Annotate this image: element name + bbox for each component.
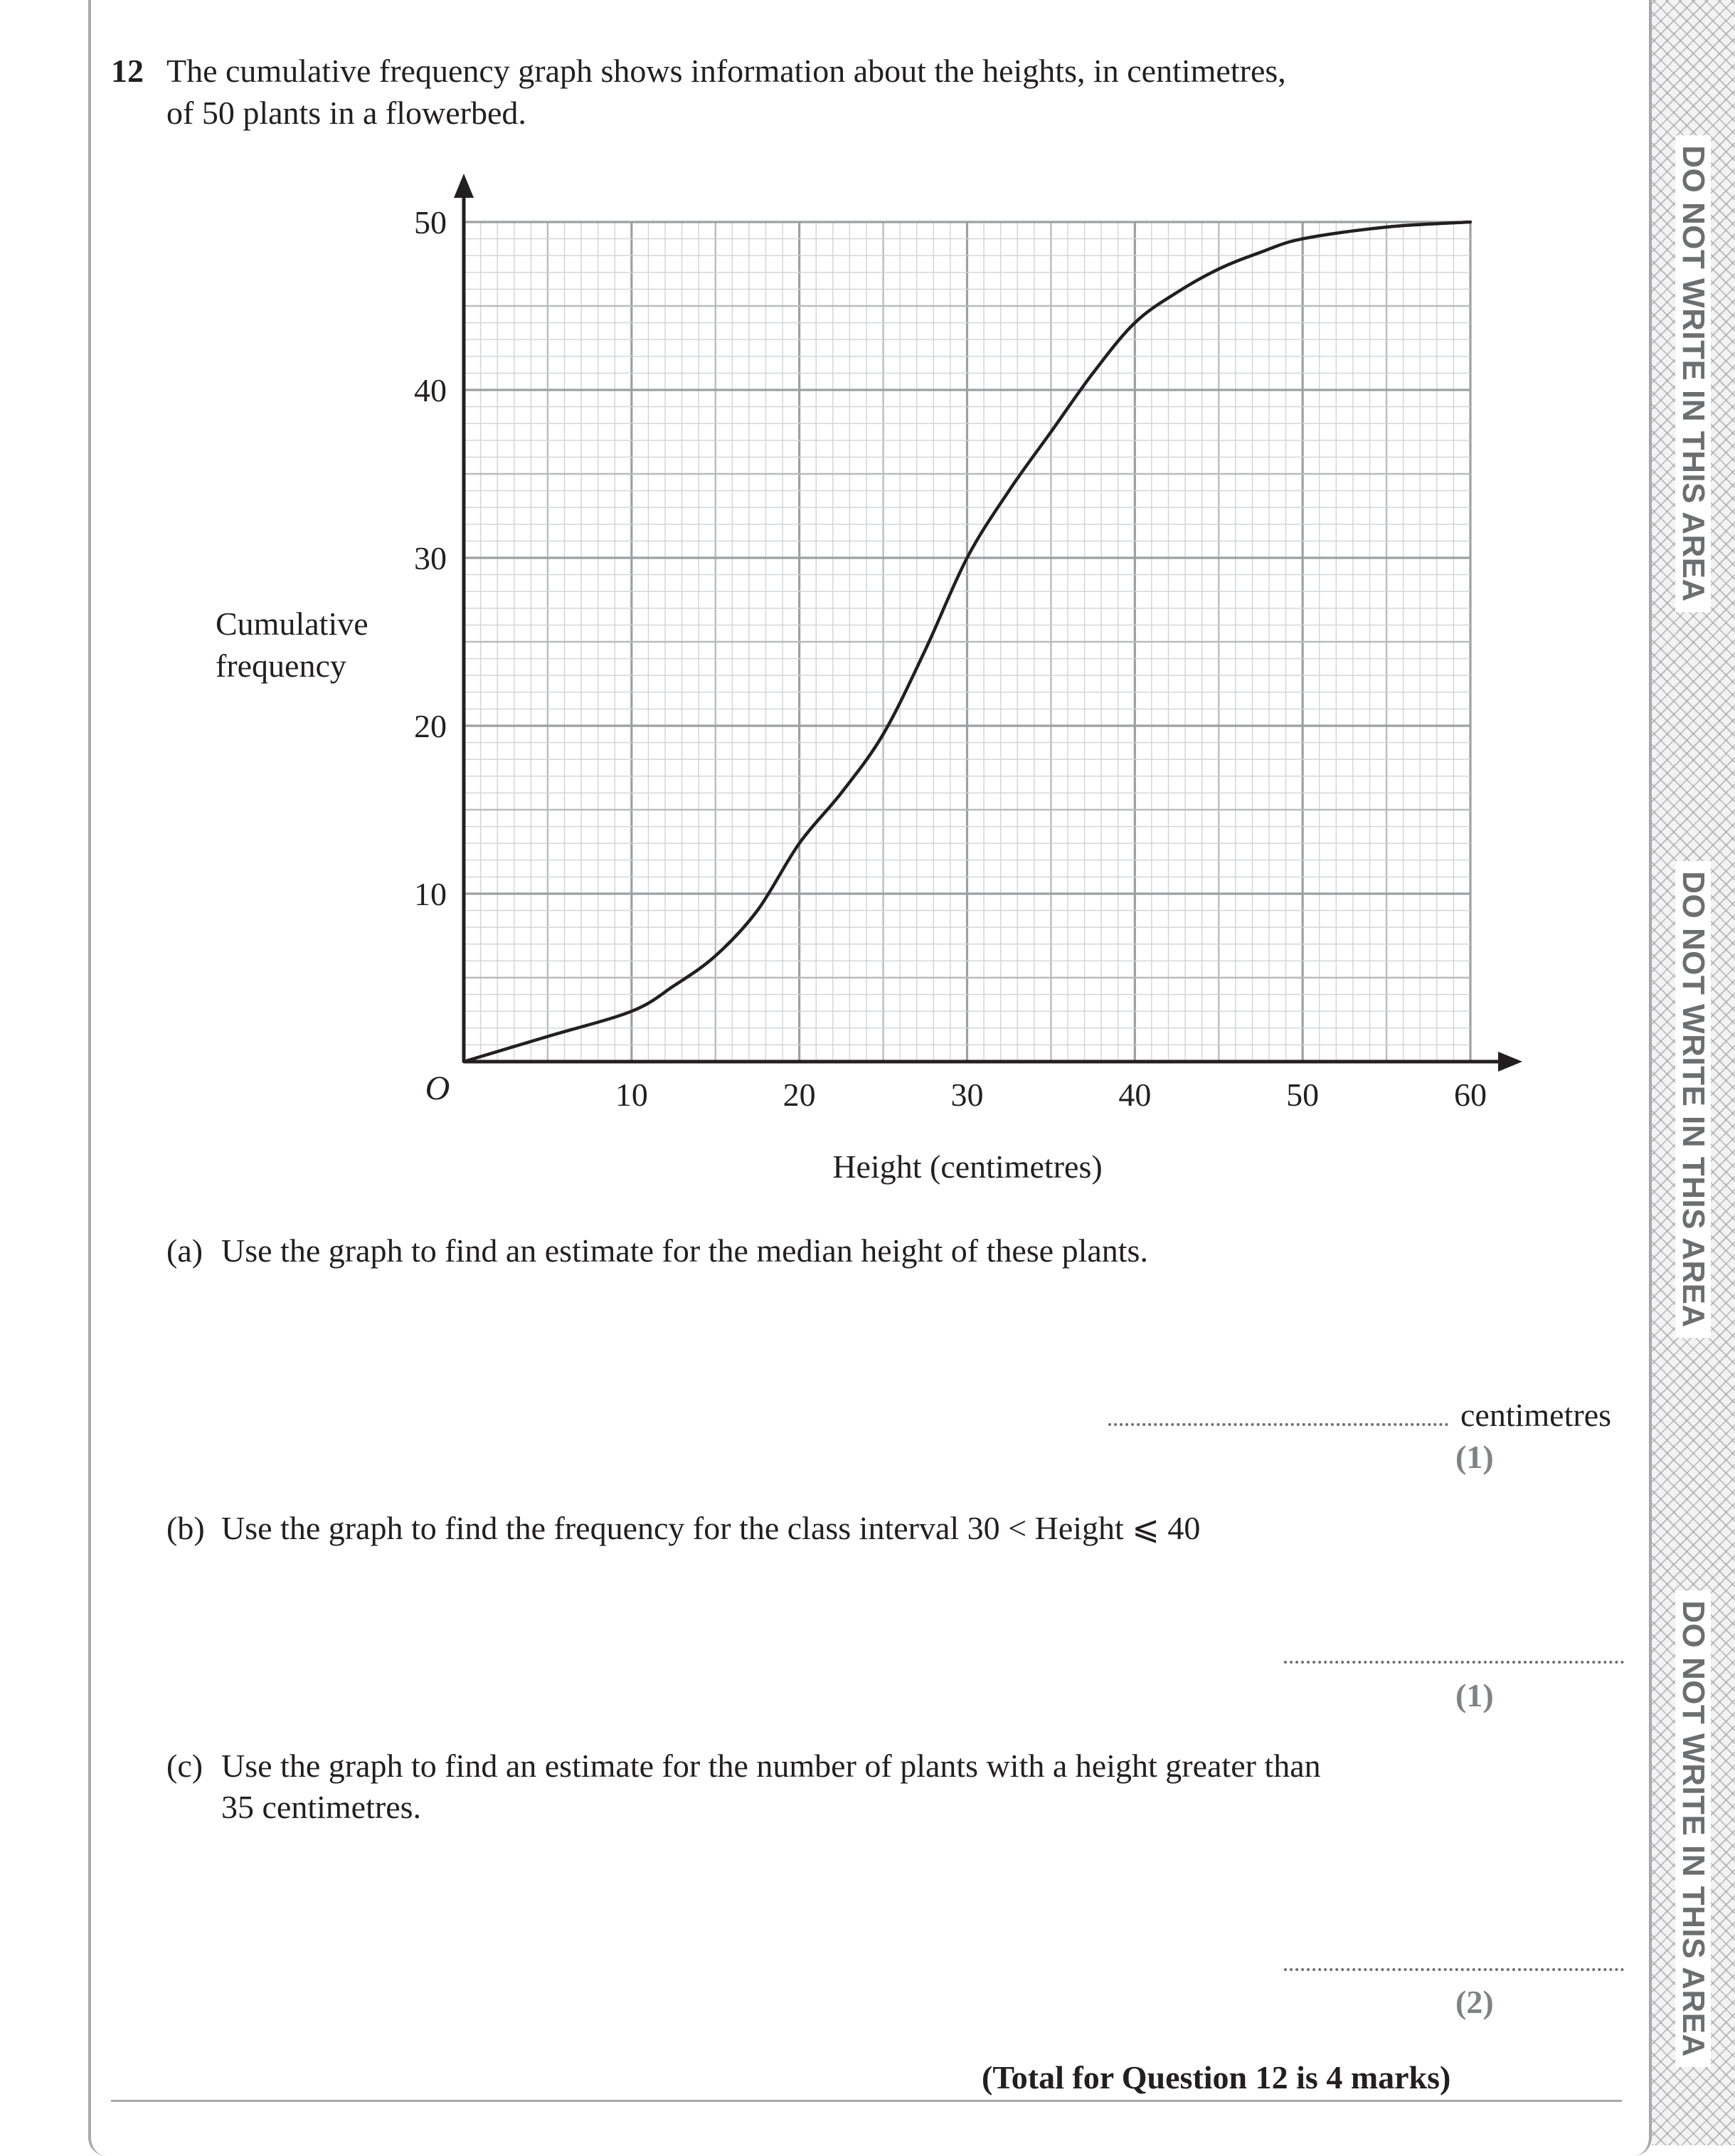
chart-axes (454, 174, 1522, 1072)
x-tick-label: 30 (950, 1077, 984, 1113)
part-b-label: (b) (166, 1510, 205, 1546)
x-tick-label: 60 (1454, 1077, 1487, 1113)
x-axis-label: Height (centimetres) (832, 1148, 1103, 1185)
margin-strip (1652, 0, 1735, 2145)
origin-label: O (425, 1069, 450, 1107)
part-b-marks: (1) (1455, 1677, 1494, 1713)
part-b-text: Use the graph to find the frequency for the class interval 30 < Height ⩽ 40 (221, 1510, 1201, 1546)
y-tick-label: 40 (414, 372, 447, 408)
part-b-answer-line[interactable] (1284, 1661, 1624, 1664)
part-a-label: (a) (166, 1232, 203, 1269)
question-number: 12 (111, 53, 144, 89)
part-c-answer-line[interactable] (1284, 1968, 1624, 1971)
margin-warning-bottom: DO NOT WRITE IN THIS AREA (1675, 1590, 1711, 2067)
margin-warning-middle: DO NOT WRITE IN THIS AREA (1675, 861, 1711, 1338)
y-axis-arrowhead (454, 174, 474, 198)
y-tick-label: 30 (414, 540, 447, 576)
x-tick-label: 20 (782, 1077, 816, 1113)
y-axis-label-line2: frequency (216, 648, 346, 684)
margin-warning-top: DO NOT WRITE IN THIS AREA (1675, 135, 1711, 612)
part-c-text-line1: Use the graph to find an estimate for the number of plants with a height greater than (221, 1748, 1321, 1784)
y-tick-label: 10 (414, 876, 447, 912)
bottom-rule (111, 2100, 1622, 2102)
question-intro-line2: of 50 plants in a flowerbed. (166, 95, 526, 131)
y-tick-label: 20 (414, 708, 447, 744)
x-tick-label: 10 (615, 1077, 648, 1113)
part-a-marks: (1) (1455, 1439, 1494, 1475)
x-tick-label: 40 (1118, 1077, 1152, 1113)
y-axis-label-line1: Cumulative (216, 606, 368, 642)
part-c-text-line2: 35 centimetres. (221, 1789, 422, 1825)
x-axis-arrowhead (1498, 1052, 1522, 1072)
chart-grid (464, 222, 1470, 1062)
part-c-label: (c) (166, 1748, 203, 1784)
question-total: (Total for Question 12 is 4 marks) (982, 2059, 1451, 2096)
y-tick-label: 50 (414, 204, 447, 241)
part-a-answer-line[interactable] (1108, 1423, 1448, 1426)
part-a-unit: centimetres (1460, 1397, 1612, 1433)
question-intro-line1: The cumulative frequency graph shows information about the heights, in centimetres, (166, 53, 1286, 89)
x-tick-label: 50 (1286, 1077, 1320, 1113)
part-c-marks: (2) (1455, 1984, 1494, 2020)
part-a-text: Use the graph to find an estimate for the median height of these plants. (221, 1232, 1148, 1269)
